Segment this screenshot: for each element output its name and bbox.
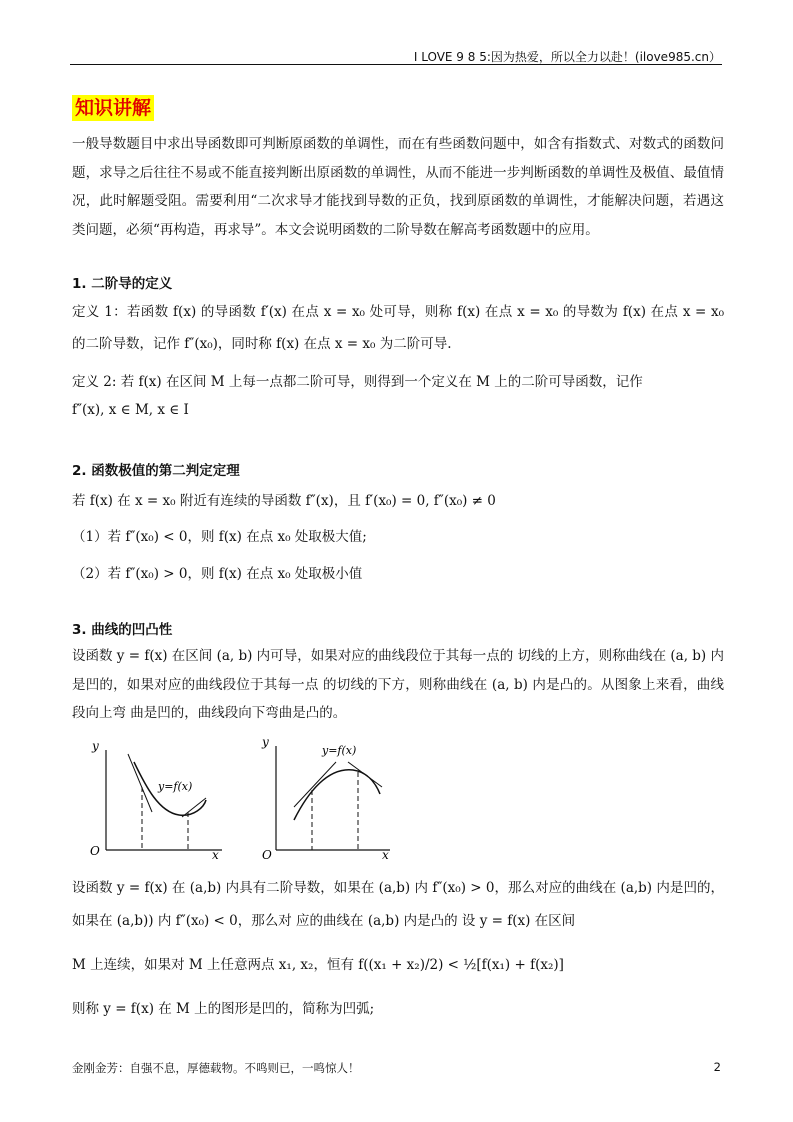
y-axis-label: y <box>262 735 269 749</box>
x-axis-label: x <box>212 848 219 862</box>
footer-motto: 金刚金芳：自强不息，厚德载物。不鸣则已，一鸣惊人！ <box>72 1061 360 1075</box>
section2-heading: 2. 函数极值的第二判定定理 <box>72 463 240 479</box>
curve-label: y=f(x) <box>158 780 193 793</box>
intro-paragraph: 一般导数题目中求出导函数即可判断原函数的单调性，而在有些函数问题中，如含有指数式、对数式的函数问题，求导之后往往不易或不能直接判断出原函数的单调性，从而不能进一步判断函数的单调性及极值、最值情况，此时解题受阻。需要利用“二次求导才能找到导数的正负，找到原函数的单调性，才能解决问题，若遇这类问题，必须“再构造，再求导”。本文会说明函数的二阶导数在解高考函数题中的应用。 <box>72 136 724 238</box>
curve-label: y=f(x) <box>322 744 357 757</box>
section3-heading: 3. 曲线的凹凸性 <box>72 622 173 638</box>
theorem-case-2: （2）若 f″(x₀) > 0，则 f(x) 在点 x₀ 处取极小值 <box>72 566 363 582</box>
page-header: I LOVE 9 8 5:因为热爱，所以全力以赴！(ilove985.cn） <box>413 50 721 64</box>
convex-curve <box>294 770 380 820</box>
theorem-case-1: （1）若 f″(x₀) < 0，则 f(x) 在点 x₀ 处取极大值; <box>72 529 367 545</box>
tangent-line <box>294 762 336 807</box>
tangent-line <box>348 762 382 787</box>
x-axis-label: x <box>382 848 389 862</box>
concave-arc-definition: 则称 y = f(x) 在 M 上的图形是凹的，简称为凹弧; <box>72 1001 375 1017</box>
definition-2-formula: f″(x), x ∈ M, x ∈ I <box>72 402 189 418</box>
concavity-paragraph: 设函数 y = f(x) 在区间 (a, b) 内可导，如果对应的曲线段位于其每一点的 切线的上方，则称曲线在 (a, b) 内是凹的，如果对应的曲线段位于其每一点 的切线的下方，则称曲线在 (a, b) 内是凸的。从图象上来看，曲线段向上弯 曲是凹的，曲线段向下弯曲是凸的。 <box>72 648 724 721</box>
theorem-premise: 若 f(x) 在 x = x₀ 附近有连续的导函数 f″(x)，且 f′(x₀) = 0, f″(x₀) ≠ 0 <box>72 493 496 509</box>
jensen-inequality: M 上连续，如果对 M 上任意两点 x₁, x₂，恒有 f((x₁ + x₂)/2) < ½[f(x₁) + f(x₂)] <box>72 957 564 973</box>
header-divider <box>70 64 722 65</box>
origin-label: O <box>262 848 272 862</box>
origin-label: O <box>90 844 100 858</box>
definition-2: 定义 2: 若 f(x) 在区间 M 上每一点都二阶可导，则得到一个定义在 M 上的二阶可导函数，记作 <box>72 374 643 390</box>
section1-heading: 1. 二阶导的定义 <box>72 276 173 292</box>
concave-figure <box>84 732 234 864</box>
tangent-line <box>128 754 152 812</box>
page-number: 2 <box>713 1060 721 1074</box>
definition-1: 定义 1：若函数 f(x) 的导函数 f′(x) 在点 x = x₀ 处可导，则称 f(x) 在点 x = x₀ 的导数为 f(x) 在点 x = x₀ 的二阶导数，记作 f″(x₀)，同时称 f(x) 在点 x = x₀ 为二阶可导. <box>72 304 724 352</box>
convex-figure <box>258 732 408 864</box>
y-axis-label: y <box>92 739 99 753</box>
second-derivative-paragraph: 设函数 y = f(x) 在 (a,b) 内具有二阶导数，如果在 (a,b) 内 f″(x₀) > 0，那么对应的曲线在 (a,b) 内是凹的，如果在 (a,b)) 内 f″(x₀) < 0，那么对 应的曲线在 (a,b) 内是凸的 设 y = f(x) 在区间 <box>72 880 724 929</box>
section-title: 知识讲解 <box>72 95 154 121</box>
